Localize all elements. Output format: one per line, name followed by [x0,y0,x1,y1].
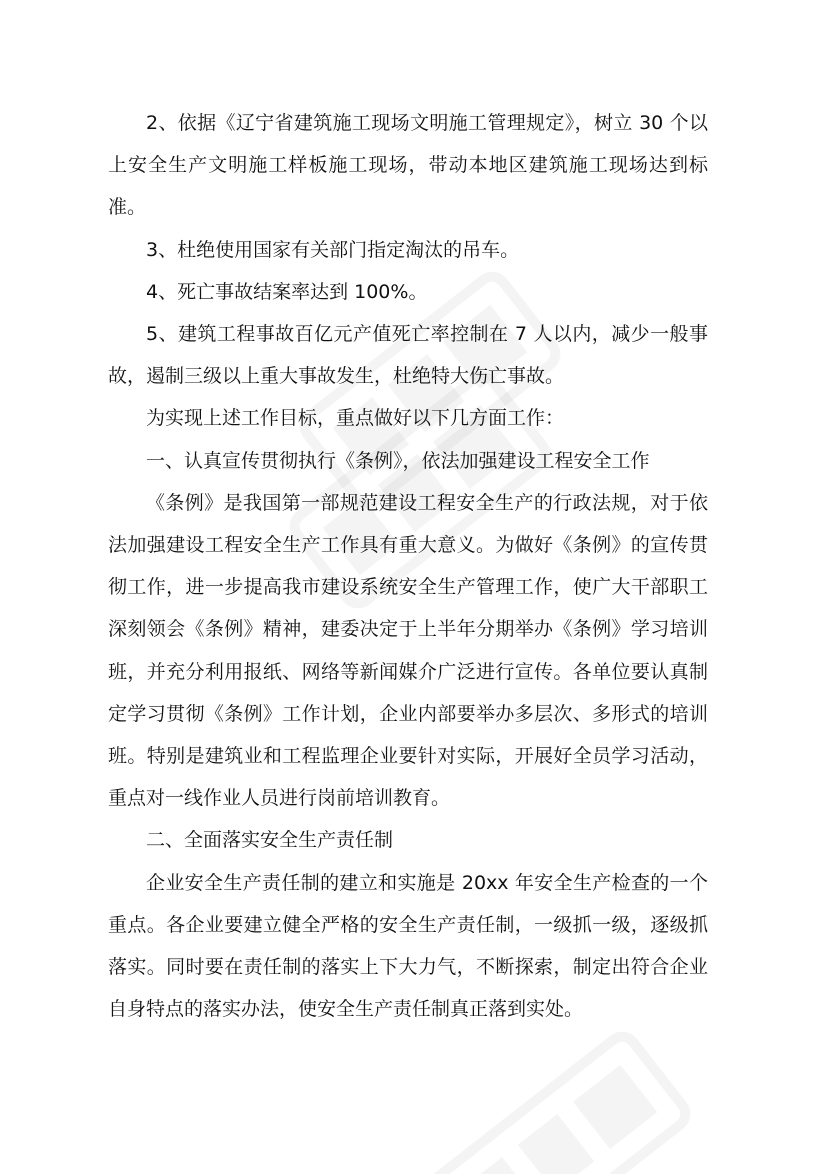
section-heading-2: 二、全面落实安全生产责任制 [146,829,394,852]
watermark-logo-icon [421,1023,700,1174]
paragraph-goal-2: 2、依据《辽宁省建筑施工现场文明施工管理规定》，树立 30 个以上安全生产文明施工样板施工现场，带动本地区建筑施工现场达到标准。 [108,112,708,219]
section-heading-1: 一、认真宣传贯彻执行《条例》，依法加强建设工程安全工作 [146,449,650,472]
document-body [108,102,708,1030]
paragraph-goal-3: 3、杜绝使用国家有关部门指定淘汰的吊车。 [146,238,520,261]
paragraph-section-1-body: 《条例》是我国第一部规范建设工程安全生产的行政法规，对于依法加强建设工程安全生产工作具有重大意义。为做好《条例》的宣传贯彻工作，进一步提高我市建设系统安全生产管理工作，使广大干部职工深刻领会《条例》精神，建委决定于上半年分期举办《条例》学习培训班，并充分利用报纸、网络等新闻媒介广泛进行宣传。各单位要认真制定学习贯彻《条例》工作计划，企业内部要举办多层次、多形式的培训班。特别是建筑业和工程监理企业要针对实际，开展好全员学习活动，重点对一线作业人员进行岗前培训教育。 [108,491,708,810]
paragraph-goal-4: 4、死亡事故结案率达到 100%。 [146,280,428,303]
paragraph-intro: 为实现上述工作目标，重点做好以下几方面工作： [146,407,565,430]
paragraph-section-2-body: 企业安全生产责任制的建立和实施是 20xx 年安全生产检查的一个重点。各企业要建立健全严格的安全生产责任制，一级抓一级，逐级抓落实。同时要在责任制的落实上下大力气，不断探索，制定出符合企业自身特点的落实办法，使安全生产责任制真正落到实处。 [108,871,708,1021]
paragraph-goal-5: 5、建筑工程事故百亿元产值死亡率控制在 7 人以内，减少一般事故，遏制三级以上重大事故发生，杜绝特大伤亡事故。 [108,323,708,388]
